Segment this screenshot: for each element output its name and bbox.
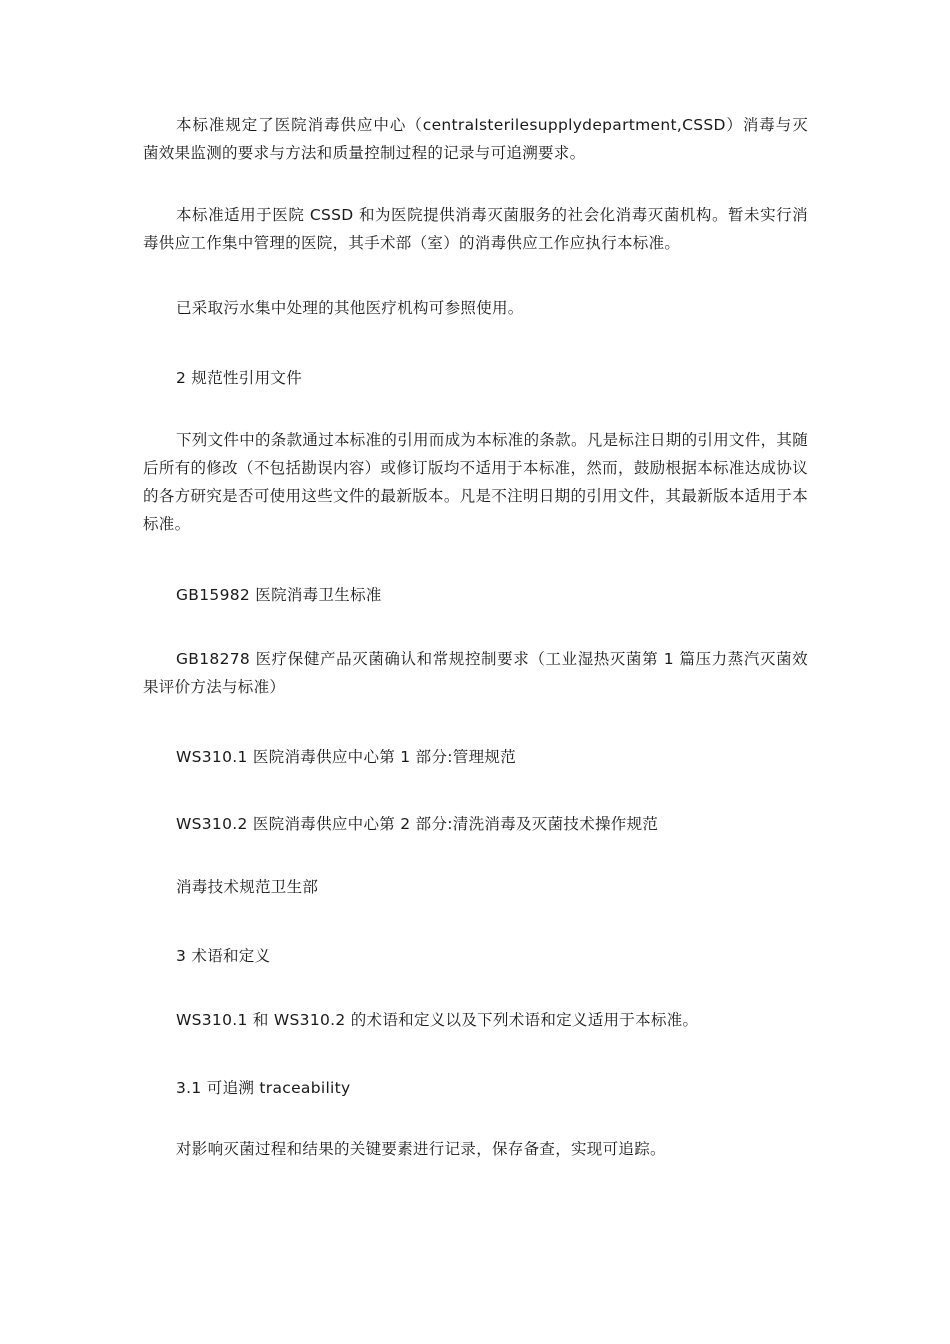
reference-gb15982: GB15982 医院消毒卫生标准 bbox=[176, 586, 382, 604]
section-heading-terms-definitions: 3 术语和定义 bbox=[176, 947, 271, 965]
section-heading-normative-references: 2 规范性引用文件 bbox=[176, 369, 302, 387]
reference-gb18278: GB18278 医疗保健产品灭菌确认和常规控制要求（工业湿热灭菌第 1 篇压力蒸汽灭菌效果评价方法与标准） bbox=[143, 650, 808, 696]
paragraph-applicability: 本标准适用于医院 CSSD 和为医院提供消毒灭菌服务的社会化消毒灭菌机构。暂未实行消毒供应工作集中管理的医院，其手术部（室）的消毒供应工作应执行本标准。 bbox=[143, 206, 808, 252]
paragraph-other-institutions: 已采取污水集中处理的其他医疗机构可参照使用。 bbox=[176, 299, 524, 317]
reference-disinfection-technical-spec: 消毒技术规范卫生部 bbox=[176, 878, 319, 896]
reference-ws310-2: WS310.2 医院消毒供应中心第 2 部分:清洗消毒及灭菌技术操作规范 bbox=[176, 815, 659, 833]
paragraph-normative-references-intro: 下列文件中的条款通过本标准的引用而成为本标准的条款。凡是标注日期的引用文件，其随后所有的修改（不包括勘误内容）或修订版均不适用于本标准，然而，鼓励根据本标准达成协议的各方研究是否可使用这些文件的最新版本。凡是不注明日期的引用文件，其最新版本适用于本标准。 bbox=[143, 431, 809, 533]
reference-ws310-1: WS310.1 医院消毒供应中心第 1 部分:管理规范 bbox=[176, 748, 517, 766]
paragraph-terms-intro: WS310.1 和 WS310.2 的术语和定义以及下列术语和定义适用于本标准。 bbox=[176, 1011, 699, 1029]
term-definition-traceability: 对影响灭菌过程和结果的关键要素进行记录，保存备查，实现可追踪。 bbox=[176, 1140, 666, 1158]
term-heading-traceability: 3.1 可追溯 traceability bbox=[176, 1079, 351, 1097]
paragraph-scope: 本标准规定了医院消毒供应中心（centralsterilesupplydepartment,CSSD）消毒与灭菌效果监测的要求与方法和质量控制过程的记录与可追溯要求。 bbox=[143, 116, 808, 162]
